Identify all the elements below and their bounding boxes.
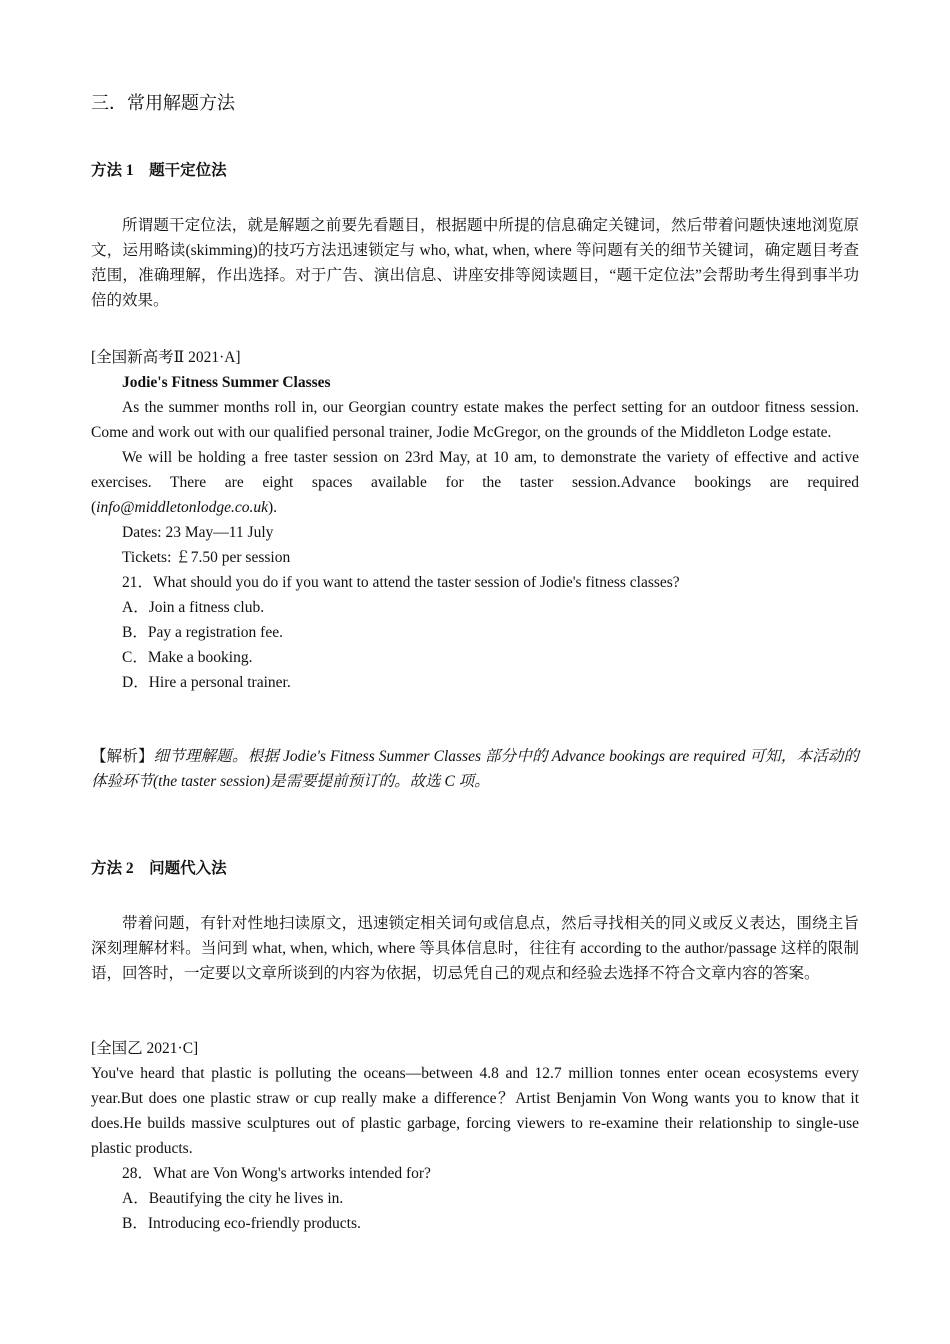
passage2-text: You've heard that plastic is polluting the oceans—between 4.8 and 12.7 million tonnes enter ocean ecosystems every year.But does one plastic straw or cup really make a difference？Artist Benjamin Von Wong wants you to know that it does.He builds massive sculptures out of plastic garbage, forcing viewers to re-examine their relationship to single-use plastic products.: [91, 1065, 859, 1157]
method2-description-block: [91, 911, 859, 986]
passage1-dates: Dates: 23 May—11 July: [122, 524, 274, 541]
question-28-option-b: B．Introducing eco-friendly products.: [122, 1215, 361, 1232]
booking-email: info@middletonlodge.co.uk: [96, 499, 268, 516]
question-21-option-b: B．Pay a registration fee.: [122, 624, 283, 641]
passage1-title: Jodie's Fitness Summer Classes: [122, 374, 331, 391]
analysis-block: [91, 744, 859, 794]
passage1-tickets: Tickets: ￡7.50 per session: [122, 549, 291, 566]
analysis-label: 【解析】: [91, 748, 154, 765]
section-heading: 三．常用解题方法: [91, 93, 235, 113]
passage1-para2: [91, 445, 859, 520]
analysis-text: [91, 744, 859, 794]
method1-description-block: [91, 213, 859, 313]
example2-source: [全国乙 2021·C]: [91, 1040, 199, 1057]
question-21: 21．What should you do if you want to attend the taster session of Jodie's fitness classes?: [122, 574, 680, 591]
passage1-para1: As the summer months roll in, our Georgian country estate makes the perfect setting for an outdoor fitness session. Come and work out with our qualified personal trainer, Jodie McGregor, on the grounds of the Middleton Lodge estate.: [91, 399, 859, 441]
example1-block: [91, 345, 859, 695]
method2-description: 带着问题，有针对性地扫读原文，迅速锁定相关词句或信息点，然后寻找相关的同义或反义表达，围绕主旨深刻理解材料。当问到 what, when, which, where 等具体信息时，往往有 according to the author/passage 这样的限制语，回答时，一定要以文章所谈到的内容为依据，切忌凭自己的观点和经验去选择不符合文章内容的答案。: [91, 915, 859, 982]
question-28-option-a: A．Beautifying the city he lives in.: [122, 1190, 344, 1207]
analysis-body: 细节理解题。根据 Jodie's Fitness Summer Classes 部分中的 Advance bookings are required 可知，本活动的体验环节(the taster session)是需要提前预订的。故选 C 项。: [91, 748, 859, 790]
example2-block: [91, 1036, 859, 1236]
passage1-para2-end: ).: [267, 499, 278, 516]
question-21-option-d: D．Hire a personal trainer.: [122, 674, 291, 691]
passage1-para2-text: We will be holding a free taster session on 23rd May, at 10 am, to demonstrate the variety of effective and active exercises. There are eight spaces available for the taster session.Advance bookings are required (: [91, 449, 859, 516]
question-21-option-c: C．Make a booking.: [122, 649, 253, 666]
question-28: 28．What are Von Wong's artworks intended for?: [122, 1165, 431, 1182]
method1-description: 所谓题干定位法，就是解题之前要先看题目，根据题中所提的信息确定关键词，然后带着问题快速地浏览原文，运用略读(skimming)的技巧方法迅速锁定与 who, what, when, where 等问题有关的细节关键词，确定题目考查范围，准确理解，作出选择。对于广告、演出信息、讲座安排等阅读题目，“题干定位法”会帮助考生得到事半功倍的效果。: [91, 217, 859, 309]
question-21-option-a: A．Join a fitness club.: [122, 599, 265, 616]
method2-title: 方法 2 问题代入法: [91, 860, 227, 877]
method1-title: 方法 1 题干定位法: [91, 162, 227, 179]
example1-source: [全国新高考Ⅱ 2021·A]: [91, 349, 241, 366]
